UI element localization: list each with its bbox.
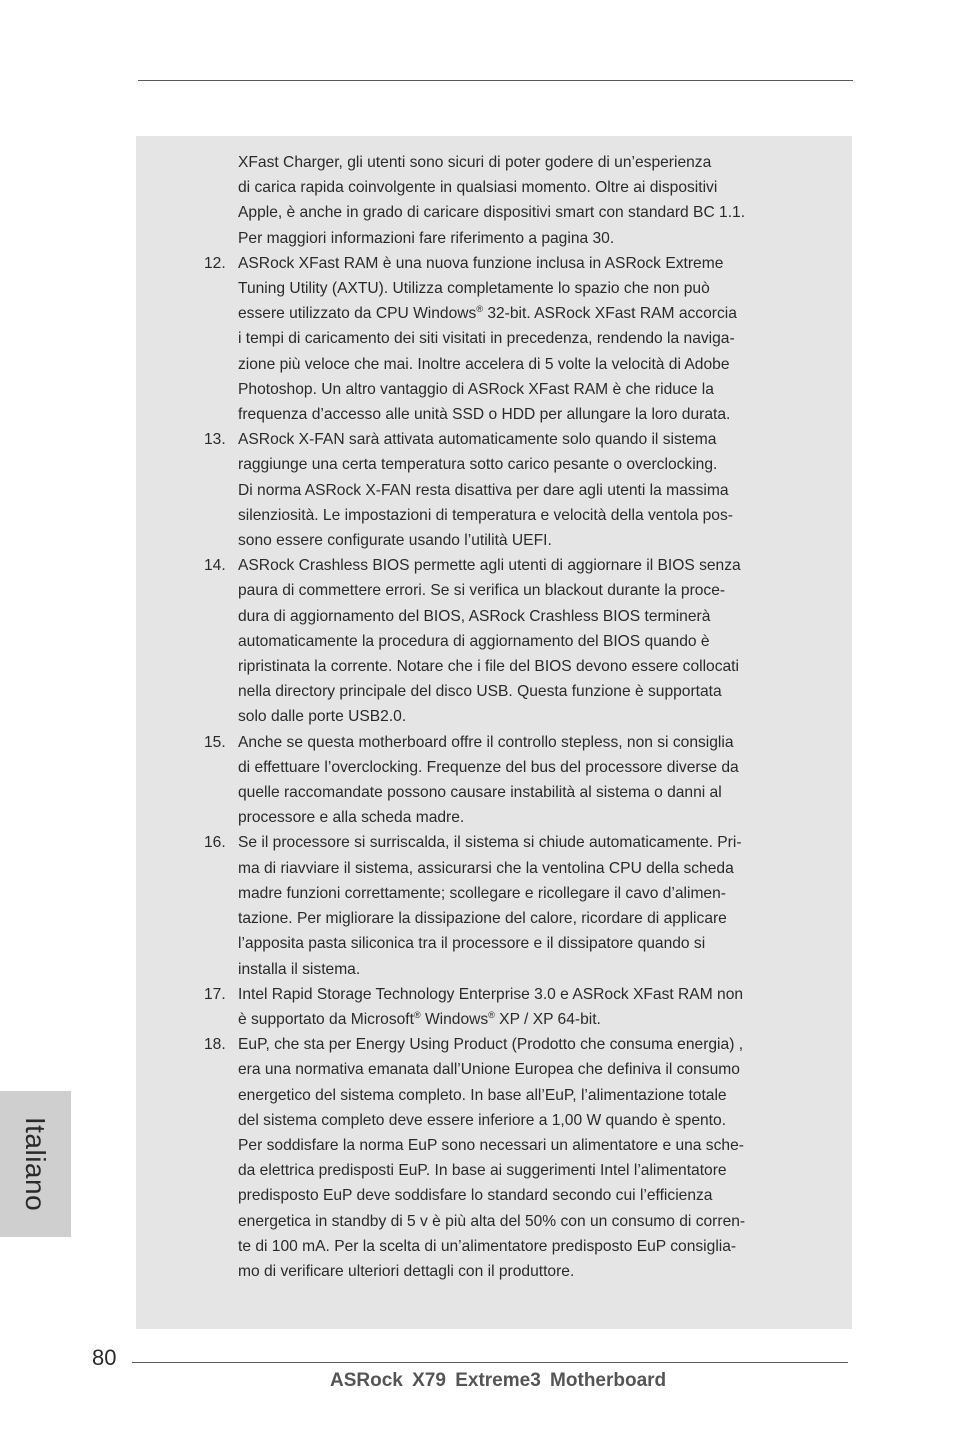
note-line: automaticamente la procedura di aggiornamento del BIOS quando è [238,632,710,650]
note-text [238,553,804,729]
note-text [238,982,804,1032]
intro-paragraph [204,150,804,251]
intro-line: di carica rapida coinvolgente in qualsiasi momento. Oltre ai dispositivi [238,179,718,197]
note-line: ripristinata la corrente. Notare che i file del BIOS devono essere collocati [238,658,739,676]
note-line: frequenza d’accesso alle unità SSD o HDD per allungare la loro durata. [238,406,731,424]
note-item-14 [204,553,804,729]
note-line: i tempi di caricamento dei siti visitati in precedenza, rendendo la naviga- [238,330,735,348]
note-number: 12. [204,254,226,272]
language-label: Italiano [20,1116,51,1212]
note-line: ASRock X-FAN sarà attivata automaticamente solo quando il sistema [238,431,717,449]
intro-line: Apple, è anche in grado di caricare dispositivi smart con standard BC 1.1. [238,204,746,222]
note-item-15 [204,730,804,831]
note-number: 13. [204,431,226,449]
note-line: sono essere configurate usando l’utilità UEFI. [238,532,552,550]
note-line: silenziosità. Le impostazioni di temperatura e velocità della ventola pos- [238,506,733,524]
note-number: 14. [204,557,226,575]
note-line: da elettrica predisposti EuP. In base ai suggerimenti Intel l’alimentatore [238,1162,727,1180]
note-line: tazione. Per migliorare la dissipazione del calore, ricordare di applicare [238,910,727,928]
note-number: 15. [204,733,226,751]
note-line: era una normativa emanata dall’Unione Europea che definiva il consumo [238,1061,740,1079]
note-number: 17. [204,985,226,1003]
intro-line: XFast Charger, gli utenti sono sicuri di poter godere di un’esperienza [238,154,712,171]
note-number: 16. [204,834,226,852]
bottom-divider [132,1362,848,1363]
note-text [238,1032,804,1284]
note-line: è supportato da Microsoft® Windows® XP / XP 64-bit. [238,1009,601,1028]
note-text [238,251,804,427]
note-line: processore e alla scheda madre. [238,809,465,827]
note-line: ASRock XFast RAM è una nuova funzione inclusa in ASRock Extreme [238,254,724,272]
note-line: energetica in standby di 5 v è più alta del 50% con un consumo di corren- [238,1212,746,1230]
note-line: del sistema completo deve essere inferiore a 1,00 W quando è spento. [238,1111,727,1129]
note-text [238,830,804,981]
note-line: Intel Rapid Storage Technology Enterprise 3.0 e ASRock XFast RAM non [238,985,744,1003]
language-side-tab [0,1091,71,1237]
note-text [238,730,804,831]
note-line: quelle raccomandate possono causare instabilità al sistema o danni al [238,784,722,802]
note-line: Anche se questa motherboard offre il controllo stepless, non si consiglia [238,733,734,751]
note-line: raggiunge una certa temperatura sotto carico pesante o overclocking. [238,456,718,474]
note-line: paura di commettere errori. Se si verifica un blackout durante la proce- [238,582,726,600]
note-line: Se il processore si surriscalda, il sistema si chiude automaticamente. Pri- [238,834,742,852]
note-line: solo dalle porte USB2.0. [238,708,407,726]
note-item-13 [204,427,804,553]
note-line: madre funzioni correttamente; scollegare e ricollegare il cavo d’alimen- [238,884,726,902]
note-line: EuP, che sta per Energy Using Product (Prodotto che consuma energia) , [238,1036,744,1054]
top-divider [138,80,853,81]
note-line: mo di verificare ulteriori dettagli con il produttore. [238,1262,575,1280]
note-item-18 [204,1032,804,1284]
note-line: dura di aggiornamento del BIOS, ASRock Crashless BIOS terminerà [238,607,711,625]
note-text [238,427,804,553]
note-line: energetico del sistema completo. In base all’EuP, l’alimentazione totale [238,1086,727,1104]
note-line: predisposto EuP deve soddisfare lo standard secondo cui l’efficienza [238,1187,713,1205]
note-item-12 [204,251,804,427]
note-item-16 [204,830,804,981]
note-line: di effettuare l’overclocking. Frequenze del bus del processore diverse da [238,758,739,776]
note-line: ASRock Crashless BIOS permette agli utenti di aggiornare il BIOS senza [238,557,741,575]
note-line: installa il sistema. [238,960,361,978]
note-line: te di 100 mA. Per la scelta di un’alimentatore predisposto EuP consiglia- [238,1237,737,1255]
notes-list [204,150,804,1284]
intro-line: Per maggiori informazioni fare riferimento a pagina 30. [238,229,615,247]
note-line: Tuning Utility (AXTU). Utilizza completamente lo spazio che non può [238,280,710,298]
note-line: l’apposita pasta siliconica tra il processore e il dissipatore quando si [238,935,706,953]
note-line: Di norma ASRock X-FAN resta disattiva per dare agli utenti la massima [238,481,729,499]
note-item-17 [204,982,804,1032]
note-line: essere utilizzato da CPU Windows® 32-bit. ASRock XFast RAM accorcia [238,304,737,323]
note-number: 18. [204,1036,226,1054]
note-line: Photoshop. Un altro vantaggio di ASRock XFast RAM è che riduce la [238,380,714,398]
note-line: zione più veloce che mai. Inoltre accelera di 5 volte la velocità di Adobe [238,355,730,373]
footer-title: ASRock X79 Extreme3 Motherboard [330,1370,667,1391]
page-number: 80 [92,1345,117,1370]
note-line: Per soddisfare la norma EuP sono necessari un alimentatore e una sche- [238,1136,744,1154]
note-line: nella directory principale del disco USB. Questa funzione è supportata [238,683,722,701]
note-line: ma di riavviare il sistema, assicurarsi che la ventolina CPU della scheda [238,859,734,877]
